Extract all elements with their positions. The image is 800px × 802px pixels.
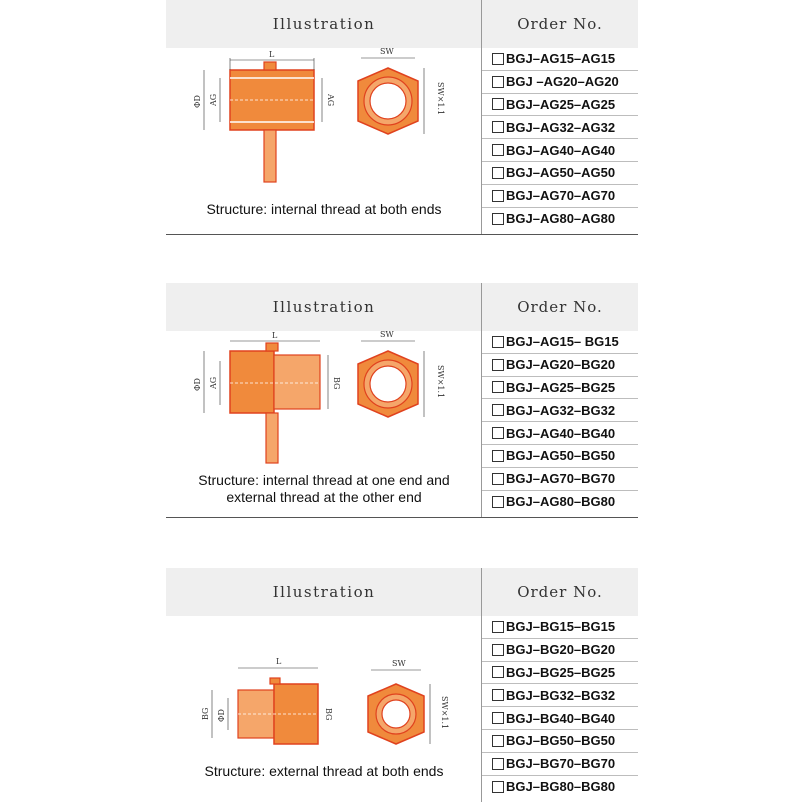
checkbox[interactable] — [492, 689, 504, 701]
order-list — [482, 48, 638, 230]
checkbox[interactable] — [492, 381, 504, 393]
spec-table-1 — [166, 0, 638, 235]
checkbox[interactable] — [492, 644, 504, 656]
bore-inner — [370, 83, 406, 119]
checkbox[interactable] — [492, 98, 504, 110]
order-item[interactable]: BGJ–BG70–BG70 — [482, 753, 638, 776]
order-item[interactable]: BGJ–BG25–BG25 — [482, 662, 638, 685]
structure-caption — [166, 201, 482, 218]
caption-line: external thread at the other end — [226, 489, 422, 505]
header-illustration: Illustration — [272, 298, 376, 316]
checkbox[interactable] — [492, 144, 504, 156]
checkbox[interactable] — [492, 473, 504, 485]
checkbox[interactable] — [492, 167, 504, 179]
dim-right-thread: BG — [332, 377, 341, 390]
end-view — [368, 659, 449, 744]
checkbox[interactable] — [492, 53, 504, 65]
dim-right-thread: BG — [324, 708, 333, 721]
order-item[interactable]: BGJ–AG32–AG32 — [482, 116, 638, 139]
order-item[interactable]: BGJ–AG15– BG15 — [482, 331, 638, 354]
dim-length: L — [272, 331, 278, 340]
hex-collar — [270, 678, 280, 684]
order-item[interactable]: BGJ–BG32–BG32 — [482, 684, 638, 707]
order-item[interactable]: BGJ–AG70–AG70 — [482, 185, 638, 208]
checkbox[interactable] — [492, 621, 504, 633]
order-list — [482, 616, 638, 798]
spec-table-2 — [166, 283, 638, 518]
checkbox[interactable] — [492, 336, 504, 348]
dim-length: L — [269, 50, 275, 59]
caption-line: Structure: internal thread at one end and — [198, 472, 450, 488]
order-item[interactable]: BGJ–AG80–BG80 — [482, 491, 638, 514]
dim-diameter: ΦD — [193, 95, 202, 108]
order-item[interactable]: BGJ –AG20–AG20 — [482, 71, 638, 94]
dim-left-thread: AG — [209, 93, 218, 106]
hex-collar — [264, 62, 276, 70]
order-item[interactable]: BGJ–AG80–AG80 — [482, 208, 638, 231]
fitting-body — [230, 351, 274, 413]
table-header — [166, 568, 638, 616]
dim-across: SW×1.1 — [440, 696, 449, 730]
bore-inner — [382, 700, 410, 728]
hex-collar-bottom — [266, 413, 278, 463]
dim-right-thread: AG — [326, 94, 335, 107]
dim-wrench: SW — [392, 659, 406, 668]
caption-line: Structure: internal thread at both ends — [206, 201, 442, 217]
order-item[interactable]: BGJ–BG50–BG50 — [482, 730, 638, 753]
checkbox[interactable] — [492, 450, 504, 462]
order-item[interactable]: BGJ–AG25–BG25 — [482, 377, 638, 400]
header-illustration: Illustration — [272, 583, 376, 601]
dim-left-thread: AG — [209, 376, 218, 389]
structure-caption — [166, 763, 482, 780]
checkbox[interactable] — [492, 758, 504, 770]
table-header — [166, 0, 638, 48]
checkbox[interactable] — [492, 496, 504, 508]
dim-wrench: SW — [380, 331, 394, 339]
caption-line: Structure: external thread at both ends — [204, 763, 444, 779]
order-item[interactable]: BGJ–BG20–BG20 — [482, 639, 638, 662]
header-order-no: Order No. — [517, 583, 603, 601]
checkbox[interactable] — [492, 666, 504, 678]
table-header — [166, 283, 638, 331]
bore-inner — [370, 366, 406, 402]
order-item[interactable]: BGJ–BG80–BG80 — [482, 776, 638, 799]
order-item[interactable]: BGJ–BG40–BG40 — [482, 707, 638, 730]
order-item[interactable]: BGJ–AG50–AG50 — [482, 162, 638, 185]
side-view — [193, 50, 335, 182]
order-item[interactable]: BGJ–AG40–BG40 — [482, 422, 638, 445]
dim-diameter: ΦD — [217, 709, 226, 722]
side-view — [201, 657, 333, 744]
threaded-end — [274, 355, 320, 409]
checkbox[interactable] — [492, 781, 504, 793]
side-view — [193, 331, 341, 463]
checkbox[interactable] — [492, 359, 504, 371]
header-illustration: Illustration — [272, 15, 376, 33]
order-item[interactable]: BGJ–AG15–AG15 — [482, 48, 638, 71]
order-item[interactable]: BGJ–AG20–BG20 — [482, 354, 638, 377]
spec-table-3 — [166, 568, 638, 802]
hex-collar — [266, 343, 278, 351]
dim-diameter: ΦD — [193, 378, 202, 391]
header-order-no: Order No. — [517, 15, 603, 33]
checkbox[interactable] — [492, 190, 504, 202]
order-list — [482, 331, 638, 513]
order-item[interactable]: BGJ–AG32–BG32 — [482, 399, 638, 422]
header-order-no: Order No. — [517, 298, 603, 316]
dim-across: SW×1.1 — [436, 82, 445, 116]
checkbox[interactable] — [492, 712, 504, 724]
checkbox[interactable] — [492, 404, 504, 416]
checkbox[interactable] — [492, 121, 504, 133]
hex-collar-bottom — [264, 130, 276, 182]
checkbox[interactable] — [492, 427, 504, 439]
order-item[interactable]: BGJ–AG40–AG40 — [482, 139, 638, 162]
dim-wrench: SW — [380, 48, 394, 56]
order-item[interactable]: BGJ–AG70–BG70 — [482, 468, 638, 491]
order-item[interactable]: BGJ–BG15–BG15 — [482, 616, 638, 639]
order-item[interactable]: BGJ–AG25–AG25 — [482, 94, 638, 117]
checkbox[interactable] — [492, 213, 504, 225]
end-view — [358, 331, 445, 417]
checkbox[interactable] — [492, 76, 504, 88]
checkbox[interactable] — [492, 735, 504, 747]
dim-left-thread: BG — [201, 707, 210, 720]
structure-caption — [166, 472, 482, 506]
dim-across: SW×1.1 — [436, 365, 445, 399]
end-view — [358, 48, 445, 134]
dim-length: L — [276, 657, 282, 666]
order-item[interactable]: BGJ–AG50–BG50 — [482, 445, 638, 468]
